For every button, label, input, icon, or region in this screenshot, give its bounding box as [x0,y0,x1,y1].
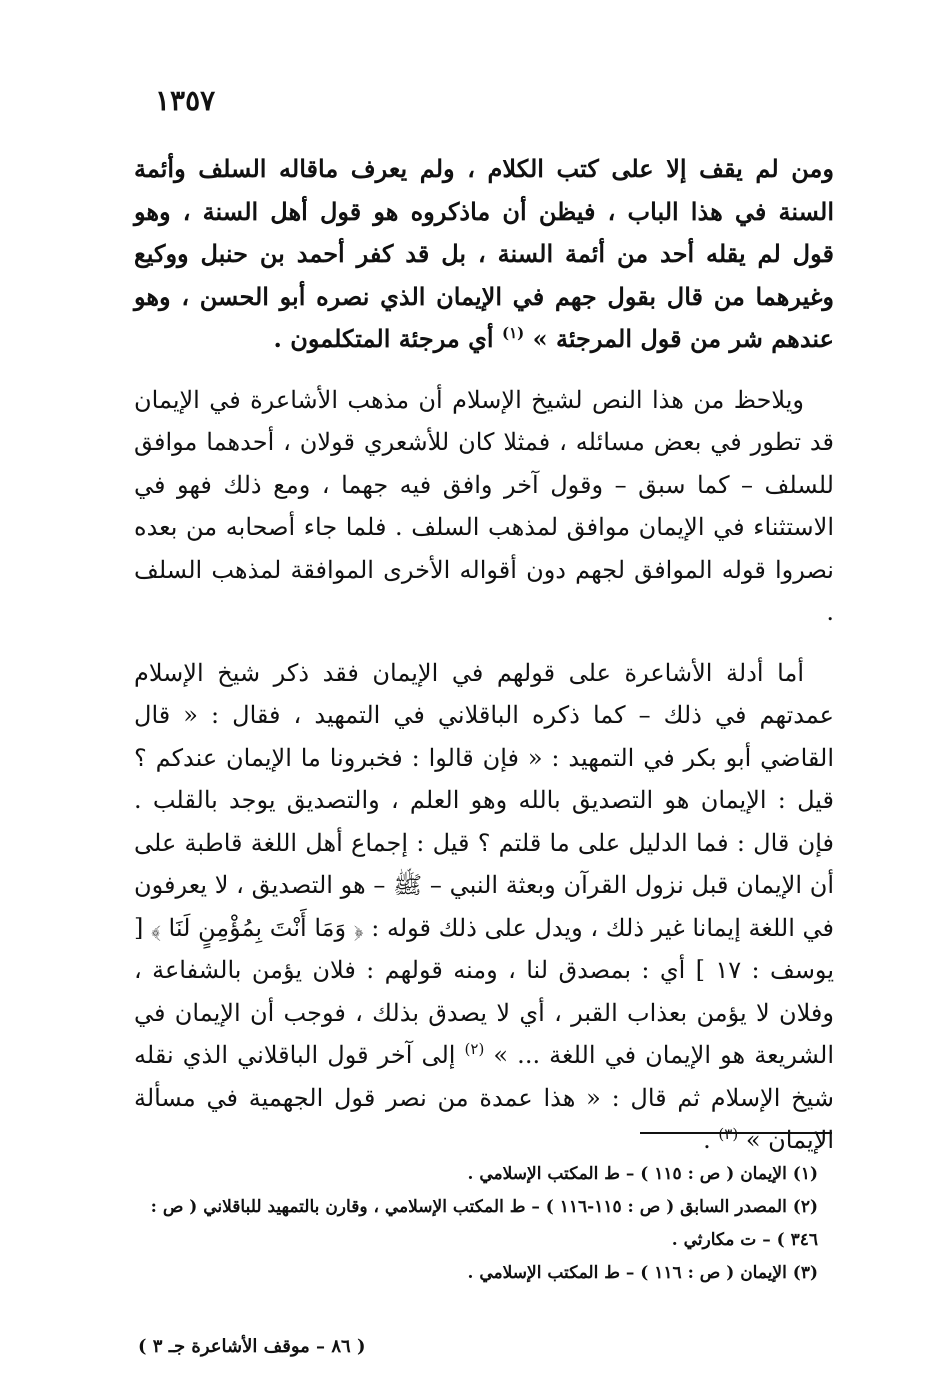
paragraph-3-continuation: إلى آخر قول الباقلاني الذي نقله شيخ الإسلام ثم قال : « هذا عمدة من نصر قول الجهمية في مسألة الإيمان » [134,1041,834,1154]
paragraph-3 [134,652,834,1162]
footnote-ref-1: (١) [501,324,525,342]
paragraph-1-tail: أي مرجئة المتكلمون . [273,324,502,353]
paragraph-1 [134,148,834,361]
paragraph-3-text: أما أدلة الأشاعرة على قولهم في الإيمان فقد ذكر شيخ الإسلام عمدتهم في ذلك – كما ذكره الباقلاني في التمهيد ، فقال : « قال القاضي أبو بكر في التمهيد : « فإن قالوا : فخبرونا ما الإيمان عندكم ؟ قيل : الإيمان هو التصديق بالله وهو العلم ، والتصديق يوجد بالقلب . فإن قال : فما الدليل على ما قلتم ؟ قيل : إجماع أهل اللغة قاطبة على أن الإيمان قبل نزول القرآن وبعثة النبي – ﷺ – هو التصديق ، لا يعرفون في اللغة إيمانا غير ذلك ، ويدل على ذلك قوله : ﴿ وَمَا أَنْتَ بِمُؤْمِنٍ لَنَا ﴾ [ يوسف : ١٧ ] أي : بمصدق لنا ، ومنه قولهم : فلان يؤمن بالشفاعة ، وفلان لا يؤمن بعذاب القبر ، أي لا يصدق بذلك ، فوجب أن الإيمان في الشريعة هو الإيمان في اللغة ... » [134,658,835,1069]
footnote-3: (٣) الإيمان ( ص : ١١٦ ) – ط المكتب الإسلامي . [467,1263,818,1283]
footnote-ref-2: (٢) [464,1040,485,1058]
footnote-separator [640,1132,832,1134]
footnotes [134,1158,834,1290]
body-text [134,148,834,1180]
footnote-1: (١) الإيمان ( ص : ١١٥ ) – ط المكتب الإسلامي . [467,1164,818,1184]
paragraph-1-text: ومن لم يقف إلا على كتب الكلام ، ولم يعرف ماقاله السلف وأئمة السنة في هذا الباب ، فيظن أن ماذكروه هو قول أهل السنة ، وهو قول لم يقله أحد من أئمة السنة ، بل قد كفر أحمد بن حنبل ووكيع وغيرهما من قال بقول جهم في الإيمان الذي نصره أبو الحسن ، وهو عندهم شر من قول المرجئة » [134,154,834,353]
page-footer: ( ٨٦ – موقف الأشاعرة جـ ٣ ) [138,1336,366,1357]
footnote-2: (٢) المصدر السابق ( ص : ١١٥-١١٦ ) – ط المكتب الإسلامي ، وقارن بالتمهيد للباقلاني ( ص : ٣٤٦ ) – ت مكارثي . [150,1197,818,1250]
paragraph-2: ويلاحظ من هذا النص لشيخ الإسلام أن مذهب الأشاعرة في الإيمان قد تطور في بعض مسائله ، فمثلا كان للأشعري قولان ، أحدهما موافق للسلف – كما سبق – وقول آخر وافق فيه جهما ، ومع ذلك فهو في الاستثناء في الإيمان موافق لمذهب السلف . فلما جاء أصحابه من بعده نصروا قوله الموافق لجهم دون أقواله الأخرى الموافقة لمذهب السلف . [134,385,835,626]
paragraph-3-end: . [703,1126,719,1154]
page-number: ١٣٥٧ [155,84,216,117]
footnote-ref-3: (٣) [718,1125,739,1143]
